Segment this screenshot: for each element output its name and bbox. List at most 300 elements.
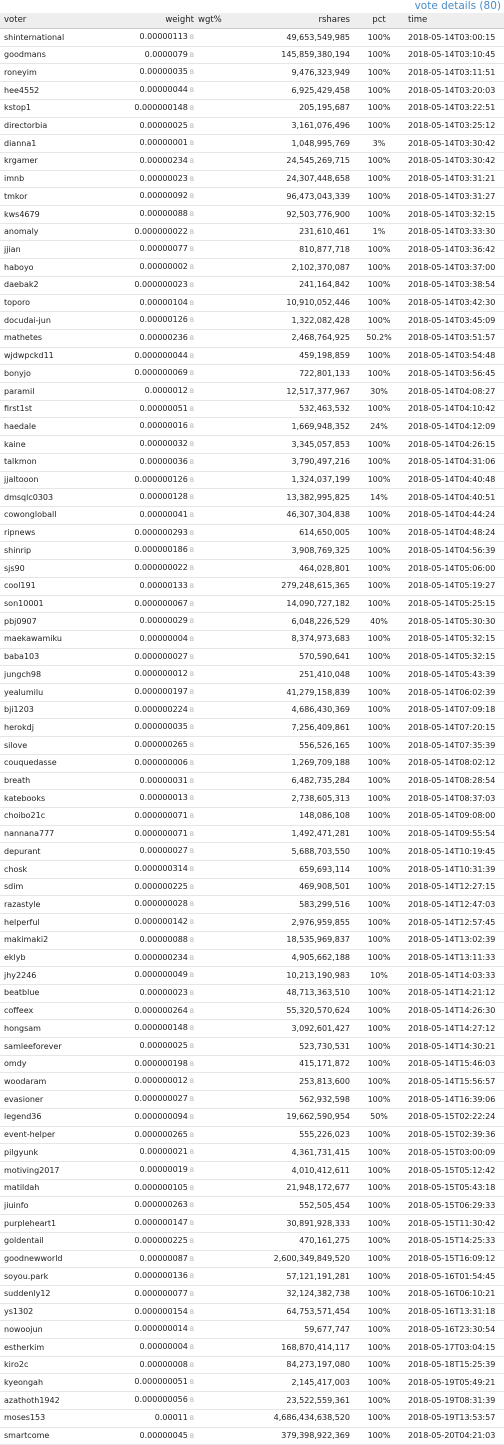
table-row — [0, 46, 504, 64]
weight-unit: B — [189, 653, 194, 661]
voter-cell[interactable]: motiving2017 — [0, 1162, 92, 1180]
time-cell: 2018-05-14T04:48:24 — [404, 524, 504, 542]
rshares-cell: 92,503,776,900 — [258, 206, 354, 224]
rshares-cell: 6,925,429,458 — [258, 82, 354, 100]
voter-cell[interactable]: razastyle — [0, 896, 92, 914]
weight-cell — [92, 560, 196, 578]
voter-cell[interactable]: jungch98 — [0, 666, 92, 684]
weight-unit: B — [189, 122, 194, 130]
voter-cell[interactable]: krgamer — [0, 152, 92, 170]
weight-cell — [92, 170, 196, 188]
table-row — [0, 1215, 504, 1233]
table-row — [0, 1285, 504, 1303]
rshares-cell: 19,662,590,954 — [258, 1108, 354, 1126]
pct-cell: 100% — [354, 843, 404, 861]
wgt-percent-cell — [196, 1268, 258, 1286]
weight-cell — [92, 861, 196, 879]
weight-value: 0.000000012 — [134, 1076, 188, 1086]
weight-unit: B — [189, 1290, 194, 1298]
voter-cell[interactable]: goldentail — [0, 1232, 92, 1250]
weight-unit: B — [189, 529, 194, 537]
voter-cell[interactable]: cool191 — [0, 577, 92, 595]
wgt-percent-cell — [196, 914, 258, 932]
weight-unit: B — [189, 1414, 194, 1422]
pct-cell: 100% — [354, 931, 404, 949]
voter-cell[interactable]: chosk — [0, 861, 92, 879]
rshares-cell: 57,121,191,281 — [258, 1268, 354, 1286]
rshares-cell: 8,374,973,683 — [258, 630, 354, 648]
weight-value: 0.00000019 — [139, 1165, 188, 1174]
weight-cell — [92, 878, 196, 896]
weight-unit: B — [189, 1131, 194, 1139]
voter-cell[interactable]: herokdj — [0, 719, 92, 737]
voter-cell[interactable]: legend36 — [0, 1108, 92, 1126]
pct-cell: 3% — [354, 135, 404, 153]
weight-cell — [92, 684, 196, 702]
voter-cell[interactable]: shinternational — [0, 29, 92, 47]
pct-cell: 100% — [354, 241, 404, 259]
weight-cell — [92, 931, 196, 949]
voter-cell[interactable]: anomaly — [0, 223, 92, 241]
voter-cell[interactable]: goodnewworld — [0, 1250, 92, 1268]
time-cell: 2018-05-14T03:33:30 — [404, 223, 504, 241]
weight-unit: B — [189, 1007, 194, 1015]
time-cell: 2018-05-19T08:31:39 — [404, 1392, 504, 1410]
rshares-cell: 4,010,412,611 — [258, 1162, 354, 1180]
pct-cell: 100% — [354, 630, 404, 648]
pct-cell: 100% — [354, 825, 404, 843]
voter-cell[interactable]: matildah — [0, 1179, 92, 1197]
rshares-cell: 9,476,323,949 — [258, 64, 354, 82]
col-header-wgt-percent[interactable]: wgt% — [196, 13, 258, 29]
voter-cell[interactable]: soyou.park — [0, 1268, 92, 1286]
col-header-time[interactable]: time — [404, 13, 504, 29]
weight-cell — [92, 1303, 196, 1321]
wgt-percent-cell — [196, 1232, 258, 1250]
pct-cell: 100% — [354, 294, 404, 312]
time-cell: 2018-05-16T23:30:54 — [404, 1321, 504, 1339]
weight-cell — [92, 1144, 196, 1162]
pct-cell: 100% — [354, 400, 404, 418]
pct-cell: 100% — [354, 99, 404, 117]
pct-cell: 100% — [354, 914, 404, 932]
weight-cell — [92, 719, 196, 737]
weight-unit: B — [189, 936, 194, 944]
weight-cell — [92, 1339, 196, 1357]
voter-cell[interactable]: mathetes — [0, 329, 92, 347]
voter-cell[interactable]: sdim — [0, 878, 92, 896]
weight-value: 0.00000045 — [139, 1430, 188, 1440]
weight-value: 0.000000265 — [134, 740, 188, 750]
voter-cell[interactable]: hongsam — [0, 1020, 92, 1038]
wgt-percent-cell — [196, 436, 258, 454]
table-row — [0, 453, 504, 471]
voter-cell[interactable]: azathoth1942 — [0, 1392, 92, 1410]
voter-cell[interactable]: breath — [0, 772, 92, 790]
rshares-cell: 2,102,370,087 — [258, 259, 354, 277]
voter-cell[interactable]: jjaltooon — [0, 471, 92, 489]
weight-unit: B — [189, 441, 194, 449]
rshares-cell: 3,092,601,427 — [258, 1020, 354, 1038]
voter-cell[interactable]: suddenly12 — [0, 1285, 92, 1303]
voter-cell[interactable]: son10001 — [0, 595, 92, 613]
rshares-cell: 7,256,409,861 — [258, 719, 354, 737]
wgt-percent-cell — [196, 1374, 258, 1392]
pct-cell: 100% — [354, 1197, 404, 1215]
col-header-pct[interactable]: pct — [354, 13, 404, 29]
time-cell: 2018-05-14T16:39:06 — [404, 1091, 504, 1109]
pct-cell: 100% — [354, 772, 404, 790]
wgt-percent-cell — [196, 206, 258, 224]
rshares-cell: 55,320,570,624 — [258, 1002, 354, 1020]
voter-cell[interactable]: directorbia — [0, 117, 92, 135]
voter-cell[interactable]: pbj0907 — [0, 613, 92, 631]
wgt-percent-cell — [196, 630, 258, 648]
rshares-cell: 2,976,959,855 — [258, 914, 354, 932]
pct-cell: 100% — [354, 790, 404, 808]
voter-cell[interactable]: nannana777 — [0, 825, 92, 843]
rshares-cell: 464,028,801 — [258, 560, 354, 578]
voter-cell[interactable]: smartcome — [0, 1427, 92, 1445]
rshares-cell: 562,932,598 — [258, 1091, 354, 1109]
weight-value: 0.00000032 — [139, 439, 188, 449]
table-row — [0, 1108, 504, 1126]
table-row — [0, 347, 504, 365]
table-row — [0, 1073, 504, 1091]
pct-cell: 100% — [354, 46, 404, 64]
voter-cell[interactable]: woodaram — [0, 1073, 92, 1091]
pct-cell: 100% — [354, 701, 404, 719]
voter-cell[interactable]: haboyo — [0, 259, 92, 277]
time-cell: 2018-05-14T08:37:03 — [404, 790, 504, 808]
time-cell: 2018-05-14T03:31:21 — [404, 170, 504, 188]
pct-cell: 100% — [354, 1268, 404, 1286]
weight-cell — [92, 967, 196, 985]
wgt-percent-cell — [196, 259, 258, 277]
time-cell: 2018-05-14T07:35:39 — [404, 737, 504, 755]
time-cell: 2018-05-19T05:49:21 — [404, 1374, 504, 1392]
rshares-cell: 570,590,641 — [258, 648, 354, 666]
voter-cell[interactable]: wjdwpckd11 — [0, 347, 92, 365]
pct-cell: 100% — [354, 259, 404, 277]
wgt-percent-cell — [196, 223, 258, 241]
time-cell: 2018-05-14T10:31:39 — [404, 861, 504, 879]
pct-cell: 100% — [354, 648, 404, 666]
weight-cell — [92, 29, 196, 47]
rshares-cell: 2,738,605,313 — [258, 790, 354, 808]
weight-value: 0.000000035 — [134, 722, 188, 732]
weight-value: 0.000000027 — [134, 1094, 188, 1104]
wgt-percent-cell — [196, 1303, 258, 1321]
voter-cell[interactable]: sjs90 — [0, 560, 92, 578]
time-cell: 2018-05-14T04:08:27 — [404, 383, 504, 401]
wgt-percent-cell — [196, 1339, 258, 1357]
voter-cell[interactable]: depurant — [0, 843, 92, 861]
rshares-cell: 168,870,414,117 — [258, 1339, 354, 1357]
table-row — [0, 772, 504, 790]
time-cell: 2018-05-14T03:54:48 — [404, 347, 504, 365]
voter-cell[interactable]: katebooks — [0, 790, 92, 808]
voter-cell[interactable]: shinrip — [0, 542, 92, 560]
weight-unit: B — [189, 423, 194, 431]
wgt-percent-cell — [196, 1250, 258, 1268]
weight-cell — [92, 223, 196, 241]
table-row — [0, 949, 504, 967]
pct-cell: 100% — [354, 29, 404, 47]
weight-cell — [92, 418, 196, 436]
vote-details-link[interactable]: vote details (80) — [414, 0, 501, 12]
weight-value: 0.000000148 — [134, 102, 188, 112]
weight-cell — [92, 347, 196, 365]
rshares-cell: 614,650,005 — [258, 524, 354, 542]
weight-cell — [92, 1285, 196, 1303]
weight-cell — [92, 630, 196, 648]
weight-unit: B — [189, 175, 194, 183]
pct-cell: 100% — [354, 1427, 404, 1445]
wgt-percent-cell — [196, 1002, 258, 1020]
table-row — [0, 170, 504, 188]
weight-unit: B — [189, 1308, 194, 1316]
voter-cell[interactable]: jjian — [0, 241, 92, 259]
rshares-cell: 12,517,377,967 — [258, 383, 354, 401]
voter-cell[interactable]: imnb — [0, 170, 92, 188]
rshares-cell: 253,813,600 — [258, 1073, 354, 1091]
voter-cell[interactable]: goodmans — [0, 46, 92, 64]
voter-cell[interactable]: eklyb — [0, 949, 92, 967]
pct-cell: 100% — [354, 1285, 404, 1303]
wgt-percent-cell — [196, 312, 258, 330]
time-cell: 2018-05-14T03:25:12 — [404, 117, 504, 135]
pct-cell: 100% — [354, 666, 404, 684]
voter-cell[interactable]: nowoojun — [0, 1321, 92, 1339]
weight-value: 0.000000263 — [134, 1200, 188, 1210]
weight-value: 0.00000029 — [139, 616, 188, 626]
weight-cell — [92, 82, 196, 100]
col-header-rshares[interactable]: rshares — [258, 13, 354, 29]
table-row — [0, 259, 504, 277]
voter-cell[interactable]: toporo — [0, 294, 92, 312]
weight-value: 0.00000234 — [139, 155, 188, 165]
weight-cell — [92, 807, 196, 825]
pct-cell: 100% — [354, 1073, 404, 1091]
time-cell: 2018-05-14T14:21:12 — [404, 984, 504, 1002]
voter-cell[interactable]: bji1203 — [0, 701, 92, 719]
voter-cell[interactable]: maekawamiku — [0, 630, 92, 648]
weight-unit: B — [189, 1344, 194, 1352]
rshares-cell: 470,161,275 — [258, 1232, 354, 1250]
voter-cell[interactable]: tmkor — [0, 188, 92, 206]
rshares-cell: 24,545,269,715 — [258, 152, 354, 170]
voter-cell[interactable]: kyeongah — [0, 1374, 92, 1392]
weight-value: 0.00000133 — [139, 580, 188, 590]
voter-cell[interactable]: silove — [0, 737, 92, 755]
voter-cell[interactable]: coffeex — [0, 1002, 92, 1020]
wgt-percent-cell — [196, 560, 258, 578]
voter-cell[interactable]: moses153 — [0, 1409, 92, 1427]
table-row — [0, 506, 504, 524]
weight-value: 0.000000225 — [134, 881, 188, 891]
voter-cell[interactable]: bonyjo — [0, 365, 92, 383]
voter-cell[interactable]: daebak2 — [0, 276, 92, 294]
voter-cell[interactable]: dmsqlc0303 — [0, 489, 92, 507]
voter-cell[interactable]: jhy2246 — [0, 967, 92, 985]
voter-cell[interactable]: pilgyunk — [0, 1144, 92, 1162]
wgt-percent-cell — [196, 984, 258, 1002]
pct-cell: 100% — [354, 436, 404, 454]
wgt-percent-cell — [196, 418, 258, 436]
rshares-cell: 18,535,969,837 — [258, 931, 354, 949]
weight-cell — [92, 506, 196, 524]
voter-cell[interactable]: omdy — [0, 1055, 92, 1073]
voter-cell[interactable]: ripnews — [0, 524, 92, 542]
wgt-percent-cell — [196, 1091, 258, 1109]
rshares-cell: 810,877,718 — [258, 241, 354, 259]
weight-value: 0.00000004 — [139, 633, 188, 643]
pct-cell: 100% — [354, 1002, 404, 1020]
voter-cell[interactable]: baba103 — [0, 648, 92, 666]
weight-cell — [92, 896, 196, 914]
wgt-percent-cell — [196, 1356, 258, 1374]
table-row — [0, 1055, 504, 1073]
weight-unit: B — [189, 193, 194, 201]
time-cell: 2018-05-14T12:47:03 — [404, 896, 504, 914]
weight-cell — [92, 206, 196, 224]
wgt-percent-cell — [196, 1144, 258, 1162]
voter-cell[interactable]: roneyim — [0, 64, 92, 82]
pct-cell: 100% — [354, 1392, 404, 1410]
voter-cell[interactable]: docudai-jun — [0, 312, 92, 330]
rshares-cell: 48,713,363,510 — [258, 984, 354, 1002]
weight-cell — [92, 843, 196, 861]
time-cell: 2018-05-14T05:06:00 — [404, 560, 504, 578]
voter-cell[interactable]: evasioner — [0, 1091, 92, 1109]
weight-cell — [92, 1197, 196, 1215]
table-row — [0, 1392, 504, 1410]
time-cell: 2018-05-14T03:38:54 — [404, 276, 504, 294]
voter-cell[interactable]: kiro2c — [0, 1356, 92, 1374]
voter-cell[interactable]: dianna1 — [0, 135, 92, 153]
voter-cell[interactable]: purpleheart1 — [0, 1215, 92, 1233]
table-row — [0, 1232, 504, 1250]
voter-cell[interactable]: couquedasse — [0, 754, 92, 772]
weight-value: 0.000000264 — [134, 1005, 188, 1015]
weight-value: 0.000000293 — [134, 527, 188, 537]
voter-cell[interactable]: samleeforever — [0, 1038, 92, 1056]
voter-cell[interactable]: estherkim — [0, 1339, 92, 1357]
table-row — [0, 312, 504, 330]
weight-unit: B — [189, 582, 194, 590]
weight-unit: B — [189, 1184, 194, 1192]
voter-cell[interactable]: yealumilu — [0, 684, 92, 702]
voter-cell[interactable]: kws4679 — [0, 206, 92, 224]
weight-unit: B — [189, 848, 194, 856]
voter-cell[interactable]: ys1302 — [0, 1303, 92, 1321]
weight-cell — [92, 666, 196, 684]
wgt-percent-cell — [196, 241, 258, 259]
weight-unit: B — [189, 1397, 194, 1405]
wgt-percent-cell — [196, 719, 258, 737]
table-row — [0, 135, 504, 153]
wgt-percent-cell — [196, 29, 258, 47]
weight-value: 0.000000022 — [134, 226, 188, 236]
time-cell: 2018-05-15T03:00:09 — [404, 1144, 504, 1162]
weight-unit: B — [189, 246, 194, 254]
voter-cell[interactable]: choibo21c — [0, 807, 92, 825]
voter-cell[interactable]: jiuinfo — [0, 1197, 92, 1215]
pct-cell: 100% — [354, 1179, 404, 1197]
voter-cell[interactable]: makimaki2 — [0, 931, 92, 949]
voter-cell[interactable]: event-helper — [0, 1126, 92, 1144]
rshares-cell: 205,195,687 — [258, 99, 354, 117]
table-row — [0, 1356, 504, 1374]
pct-cell: 100% — [354, 577, 404, 595]
pct-cell: 100% — [354, 1126, 404, 1144]
table-row — [0, 400, 504, 418]
rshares-cell: 379,398,922,369 — [258, 1427, 354, 1445]
rshares-cell: 556,526,165 — [258, 737, 354, 755]
voter-cell[interactable]: beatblue — [0, 984, 92, 1002]
weight-unit: B — [189, 1149, 194, 1157]
weight-cell — [92, 984, 196, 1002]
voter-cell[interactable]: hee4552 — [0, 82, 92, 100]
wgt-percent-cell — [196, 878, 258, 896]
weight-cell — [92, 46, 196, 64]
wgt-percent-cell — [196, 276, 258, 294]
weight-unit: B — [189, 228, 194, 236]
weight-value: 0.00000013 — [139, 793, 188, 803]
voter-cell[interactable]: cowongloball — [0, 506, 92, 524]
pct-cell: 100% — [354, 1409, 404, 1427]
wgt-percent-cell — [196, 135, 258, 153]
wgt-percent-cell — [196, 152, 258, 170]
weight-value: 0.000000027 — [134, 651, 188, 661]
voter-cell[interactable]: talkmon — [0, 453, 92, 471]
weight-unit: B — [189, 476, 194, 484]
table-row — [0, 931, 504, 949]
time-cell: 2018-05-14T03:10:45 — [404, 46, 504, 64]
wgt-percent-cell — [196, 471, 258, 489]
weight-cell — [92, 1162, 196, 1180]
wgt-percent-cell — [196, 737, 258, 755]
pct-cell: 100% — [354, 82, 404, 100]
wgt-percent-cell — [196, 294, 258, 312]
weight-value: 0.000000056 — [134, 1395, 188, 1405]
voter-cell[interactable]: haedale — [0, 418, 92, 436]
pct-cell: 100% — [354, 1356, 404, 1374]
time-cell: 2018-05-15T14:25:33 — [404, 1232, 504, 1250]
col-header-weight[interactable]: weight — [92, 13, 196, 29]
weight-unit: B — [189, 777, 194, 785]
time-cell: 2018-05-14T03:00:15 — [404, 29, 504, 47]
weight-value: 0.00000035 — [139, 67, 188, 77]
voter-cell[interactable]: helperful — [0, 914, 92, 932]
time-cell: 2018-05-14T05:43:39 — [404, 666, 504, 684]
pct-cell: 100% — [354, 64, 404, 82]
wgt-percent-cell — [196, 1126, 258, 1144]
voter-cell[interactable]: paramil — [0, 383, 92, 401]
voter-cell[interactable]: first1st — [0, 400, 92, 418]
weight-unit: B — [189, 565, 194, 573]
col-header-voter[interactable]: voter — [0, 13, 92, 29]
pct-cell: 100% — [354, 471, 404, 489]
rshares-cell: 4,905,662,188 — [258, 949, 354, 967]
weight-unit: B — [189, 1096, 194, 1104]
voter-cell[interactable]: kstop1 — [0, 99, 92, 117]
time-cell: 2018-05-14T05:32:15 — [404, 648, 504, 666]
voter-cell[interactable]: kaine — [0, 436, 92, 454]
wgt-percent-cell — [196, 701, 258, 719]
weight-cell — [92, 1215, 196, 1233]
